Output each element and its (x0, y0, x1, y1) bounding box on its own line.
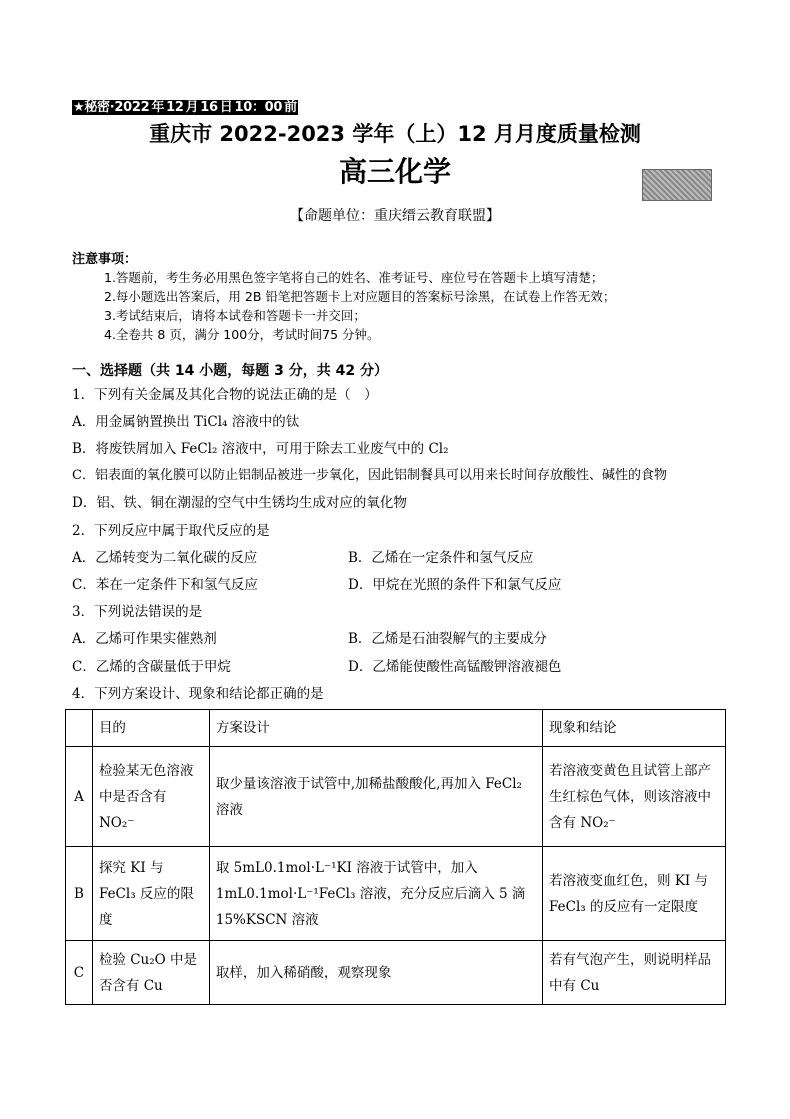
question-3-option-b: B．乙烯是石油裂解气的主要成分 (348, 631, 547, 647)
purpose-cell: 检验 Cu₂O 中是否含有 Cu (92, 941, 209, 1005)
question-3-option-c: C．乙烯的含碳量低于甲烷 (72, 659, 231, 675)
stamp-image (642, 169, 712, 201)
notice-item: 1.答题前，考生务必用黑色签字笔将自己的姓名、准考证号、座位号在答题卡上填写清楚； (104, 270, 604, 285)
design-cell: 取少量该溶液于试管中,加稀盐酸酸化,再加入 FeCl₂ 溶液 (209, 747, 542, 847)
row-label: C (66, 941, 93, 1005)
question-3-option-d: D．乙烯能使酸性高锰酸钾溶液褪色 (348, 659, 562, 675)
table-header-cell: 方案设计 (209, 710, 542, 747)
question-1-option-c: C．铝表面的氧化膜可以防止铝制品被进一步氧化，因此铝制餐具可以用来长时间存放酸性、碱性的食物 (72, 468, 667, 483)
question-2-option-d: D．甲烷在光照的条件下和氯气反应 (348, 577, 562, 593)
table-header-cell: 目的 (92, 710, 209, 747)
question-2-option-c: C．苯在一定条件下和氢气反应 (72, 577, 258, 593)
confidential-mark: ★秘密·2022 年 12 月 16 日 10：00 前 (73, 100, 297, 115)
table-row (66, 747, 726, 847)
section-heading: 一、选择题（共 14 小题，每题 3 分，共 42 分） (72, 363, 388, 379)
design-cell: 取 5mL0.1mol·L⁻¹KI 溶液于试管中，加入 1mL0.1mol·L⁻¹FeCl₃ 溶液，充分反应后滴入 5 滴 15%KSCN 溶液 (209, 847, 542, 941)
question-1-option-a: A．用金属钠置换出 TiCl₄ 溶液中的钛 (72, 414, 300, 430)
design-cell: 取样，加入稀硝酸，观察现象 (209, 941, 542, 1005)
row-label: A (66, 747, 93, 847)
purpose-cell: 探究 KI 与 FeCl₃ 反应的限度 (92, 847, 209, 941)
question-1-option-b: B．将废铁屑加入 FeCl₂ 溶液中，可用于除去工业废气中的 Cl₂ (72, 441, 449, 457)
table-row (66, 847, 726, 941)
question-1-option-d: D．铝、铁、铜在潮湿的空气中生锈均生成对应的氧化物 (72, 495, 407, 511)
question-4-stem: 4．下列方案设计、现象和结论都正确的是 (72, 686, 324, 702)
table-header-cell: 现象和结论 (543, 710, 726, 747)
result-cell: 若溶液变黄色且试管上部产生红棕色气体，则该溶液中含有 NO₂⁻ (543, 747, 726, 847)
notice-item: 2.每小题选出答案后，用 2B 铅笔把答题卡上对应题目的答案标号涂黑，在试卷上作答无效； (104, 289, 616, 304)
question-2-option-a: A．乙烯转变为二氧化碳的反应 (72, 550, 258, 566)
purpose-cell: 检验某无色溶液中是否含有 NO₂⁻ (92, 747, 209, 847)
row-label: B (66, 847, 93, 941)
notice-item: 3.考试结束后，请将本试卷和答题卡一并交回； (104, 308, 366, 323)
notice-heading: 注意事项： (72, 252, 138, 267)
author-unit: 【命题单位：重庆缙云教育联盟】 (290, 208, 500, 224)
question-2-option-b: B．乙烯在一定条件和氢气反应 (348, 550, 534, 566)
table-header-cell (66, 710, 93, 747)
exam-title: 重庆市 2022-2023 学年（上）12 月月度质量检测 (149, 122, 641, 146)
result-cell: 若有气泡产生，则说明样品中有 Cu (543, 941, 726, 1005)
question-4-table (65, 709, 726, 1005)
question-3-option-a: A．乙烯可作果实催熟剂 (72, 631, 217, 647)
table-header-row (66, 710, 726, 747)
result-cell: 若溶液变血红色，则 KI 与 FeCl₃ 的反应有一定限度 (543, 847, 726, 941)
question-3-stem: 3．下列说法错误的是 (72, 604, 203, 620)
exam-subject: 高三化学 (338, 155, 451, 188)
question-2-stem: 2．下列反应中属于取代反应的是 (72, 523, 270, 539)
notice-item: 4.全卷共 8 页，满分 100分，考试时间75 分钟。 (104, 327, 380, 342)
question-1-stem: 1．下列有关金属及其化合物的说法正确的是（ ） (72, 387, 378, 403)
table-row (66, 941, 726, 1005)
